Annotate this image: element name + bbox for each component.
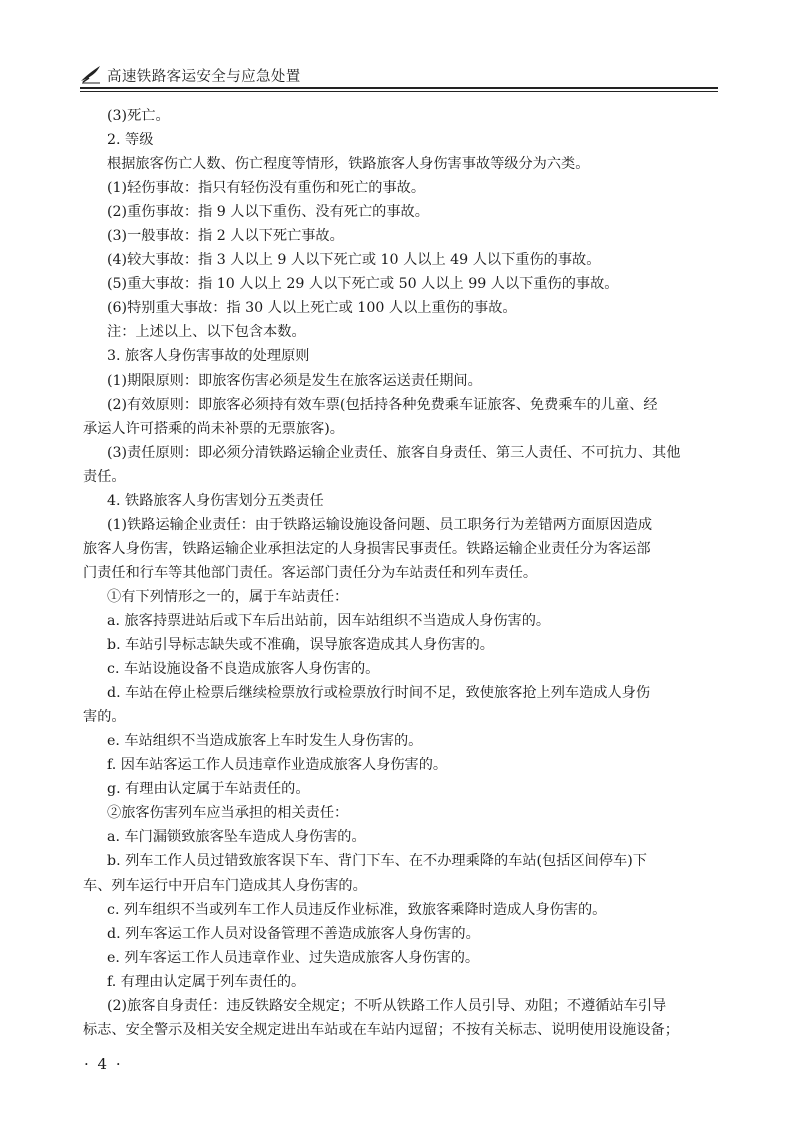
text-line: 注：上述以上、以下包含本数。: [107, 324, 306, 341]
header-rule-thin: [80, 91, 718, 92]
text-line: (3)一般事故：指 2 人以下死亡事故。: [107, 228, 344, 245]
text-line: e. 车站组织不当造成旅客上车时发生人身伤害的。: [107, 733, 423, 750]
text-line: (3)责任原则：即必须分清铁路运输企业责任、旅客自身责任、第三人责任、不可抗力、其他: [107, 444, 681, 461]
text-line: 3. 旅客人身伤害事故的处理原则: [107, 348, 310, 365]
running-header: [80, 62, 718, 90]
text-line: (1)铁路运输企业责任：由于铁路运输设施设备问题、员工职务行为差错两方面原因造成: [107, 516, 653, 533]
text-line: (2)有效原则：即旅客必须持有效车票(包括持各种免费乘车证旅客、免费乘车的儿童、经: [107, 396, 658, 413]
text-line: b. 车站引导标志缺失或不准确，误导旅客造成其人身伤害的。: [107, 637, 494, 654]
text-line: (3)死亡。: [107, 108, 170, 124]
text-line: c. 车站设施设备不良造成旅客人身伤害的。: [107, 661, 380, 678]
text-line: d. 列车客运工作人员对设备管理不善造成旅客人身伤害的。: [107, 925, 480, 942]
text-line: 根据旅客伤亡人数、伤亡程度等情形，铁路旅客人身伤害事故等级分为六类。: [107, 156, 590, 173]
text-line: f. 因车站客运工作人员违章作业造成旅客人身伤害的。: [107, 757, 448, 774]
text-line: (2)旅客自身责任：违反铁路安全规定；不听从铁路工作人员引导、劝阻；不遵循站车引导: [107, 997, 667, 1014]
text-line: 2. 等级: [107, 132, 154, 149]
text-line: f. 有理由认定属于列车责任的。: [107, 973, 306, 990]
text-line: ②旅客伤害列车应当承担的相关责任：: [107, 805, 349, 822]
text-line: (6)特别重大事故：指 30 人以上死亡或 100 人以上重伤的事故。: [107, 300, 517, 317]
text-line: d. 车站在停止检票后继续检票放行或检票放行时间不足，致使旅客抢上列车造成人身伤: [107, 685, 651, 702]
text-line: 门责任和行车等其他部门责任。客运部门责任分为车站责任和列车责任。: [83, 564, 538, 581]
text-line: 4. 铁路旅客人身伤害划分五类责任: [107, 492, 324, 509]
text-line: 旅客人身伤害，铁路运输企业承担法定的人身损害民事责任。铁路运输企业责任分为客运部: [83, 540, 651, 557]
text-line: (1)轻伤事故：指只有轻伤没有重伤和死亡的事故。: [107, 180, 426, 197]
text-line: 责任。: [83, 468, 126, 485]
text-line: (1)期限原则：即旅客伤害必须是发生在旅客运送责任期间。: [107, 372, 482, 389]
text-line: 车、列车运行中开启车门造成其人身伤害的。: [83, 877, 367, 894]
text-line: g. 有理由认定属于车站责任的。: [107, 781, 310, 798]
text-line: a. 旅客持票进站后或下车后出站前，因车站组织不当造成人身伤害的。: [107, 612, 551, 629]
text-line: (5)重大事故：指 10 人以上 29 人以下死亡或 50 人以上 99 人以下重伤的事故。: [107, 276, 619, 293]
page-number: · 4 ·: [84, 1055, 123, 1073]
header-rule-thick: [80, 87, 718, 89]
pen-nib-logo-icon: [80, 64, 102, 84]
text-line: ①有下列情形之一的，属于车站责任：: [107, 588, 349, 605]
text-line: (2)重伤事故：指 9 人以下重伤、没有死亡的事故。: [107, 204, 429, 221]
text-line: c. 列车组织不当或列车工作人员违反作业标准，致旅客乘降时造成人身伤害的。: [107, 901, 607, 918]
text-line: e. 列车客运工作人员违章作业、过失造成旅客人身伤害的。: [107, 949, 480, 966]
text-line: 害的。: [83, 709, 126, 726]
text-line: b. 列车工作人员过错致旅客误下车、背门下车、在不办理乘降的车站(包括区间停车)下: [107, 853, 647, 870]
text-line: a. 车门漏锁致旅客坠车造成人身伤害的。: [107, 829, 366, 846]
header-title: 高速铁路客运安全与应急处置: [107, 69, 301, 85]
body-text: [83, 104, 723, 1042]
text-line: 承运人许可搭乘的尚未补票的无票旅客)。: [83, 420, 344, 437]
text-line: 标志、安全警示及相关安全规定进出车站或在车站内逗留；不按有关标志、说明使用设施设备；: [83, 1021, 679, 1038]
text-line: (4)较大事故：指 3 人以上 9 人以下死亡或 10 人以上 49 人以下重伤的事故。: [107, 252, 601, 269]
